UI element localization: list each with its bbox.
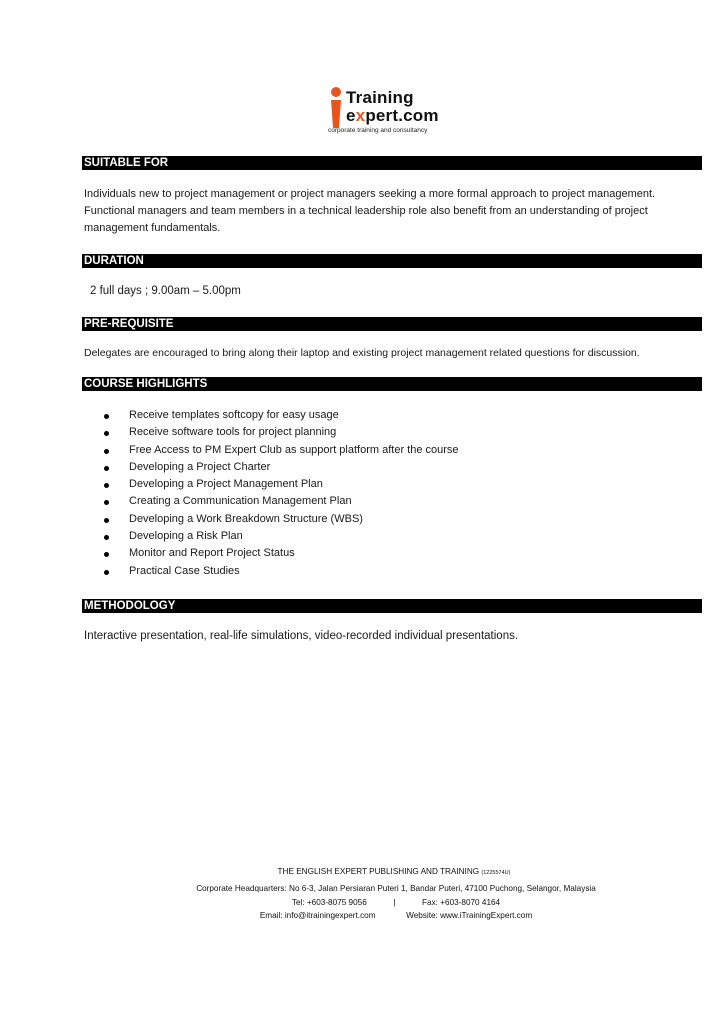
methodology-text: Interactive presentation, real-life simulations, video-recorded individual presentations. <box>84 630 519 642</box>
section-header-methodology <box>82 599 702 613</box>
section-title: DURATION <box>82 254 150 268</box>
logo-tagline: corporate training and consultancy <box>328 127 428 134</box>
list-item: Free Access to PM Expert Club as support platform after the course <box>100 442 459 459</box>
footer-company-line <box>30 866 728 879</box>
bullet-icon <box>104 518 109 523</box>
bullet-icon <box>104 466 109 471</box>
list-item: Developing a Project Charter <box>100 459 459 476</box>
bullet-icon <box>104 535 109 540</box>
list-item: Monitor and Report Project Status <box>100 545 459 562</box>
bullet-icon <box>104 570 109 575</box>
section-header-duration <box>82 254 702 268</box>
section-header-suitable-for <box>82 156 702 170</box>
section-title: SUITABLE FOR <box>82 156 174 170</box>
bullet-icon <box>104 431 109 436</box>
section-header-prerequisite <box>82 317 702 331</box>
footer-fax: Fax: +603-8070 4164 <box>422 898 501 907</box>
list-item: Developing a Project Management Plan <box>100 476 459 493</box>
footer-contact-web <box>32 910 728 922</box>
bullet-icon <box>104 500 109 505</box>
section-title: PRE-REQUISITE <box>82 317 179 331</box>
bullet-icon <box>104 414 109 419</box>
bullet-icon <box>104 552 109 557</box>
list-item: Practical Case Studies <box>100 563 459 580</box>
list-item: Developing a Work Breakdown Structure (WBS) <box>100 511 459 528</box>
footer-reg-number: (1225574U) <box>481 870 511 876</box>
duration-text: 2 full days ; 9.00am – 5.00pm <box>90 285 241 297</box>
bullet-icon <box>104 483 109 488</box>
list-item: Receive software tools for project planning <box>100 424 459 441</box>
footer-address: Corporate Headquarters: No 6-3, Jalan Persiaran Puteri 1, Bandar Puteri, 47100 Puchong, Selangor, Malaysia <box>196 884 596 893</box>
footer-company-name: THE ENGLISH EXPERT PUBLISHING AND TRAINING <box>277 867 480 876</box>
footer-separator: | <box>393 898 396 907</box>
logo-word-training: Training <box>346 88 414 107</box>
section-header-course-highlights <box>82 377 702 391</box>
prerequisite-text: Delegates are encouraged to bring along their laptop and existing project management related questions for discussion. <box>84 347 640 359</box>
course-highlights-list <box>100 407 459 580</box>
footer-website: Website: www.iTrainingExpert.com <box>406 911 533 920</box>
footer-tel: Tel: +603-8075 9056 <box>291 898 367 907</box>
footer-contact-phone <box>32 897 728 909</box>
bullet-icon <box>104 449 109 454</box>
list-item: Creating a Communication Management Plan <box>100 493 459 510</box>
section-title: METHODOLOGY <box>82 599 181 613</box>
section-title: COURSE HIGHLIGHTS <box>82 377 213 391</box>
suitable-for-text: Individuals new to project management or project managers seeking a more formal approach to project management. Functional managers and team members in a technical leadership role also benefit from an understanding of project management fundamentals. <box>84 188 656 234</box>
footer-email: Email: info@itrainingexpert.com <box>259 911 376 920</box>
i-person-logo-icon <box>328 86 344 130</box>
list-item: Receive templates softcopy for easy usage <box>100 407 459 424</box>
company-logo <box>322 82 452 138</box>
list-item: Developing a Risk Plan <box>100 528 459 545</box>
logo-word-expert: expert.com <box>346 106 439 125</box>
